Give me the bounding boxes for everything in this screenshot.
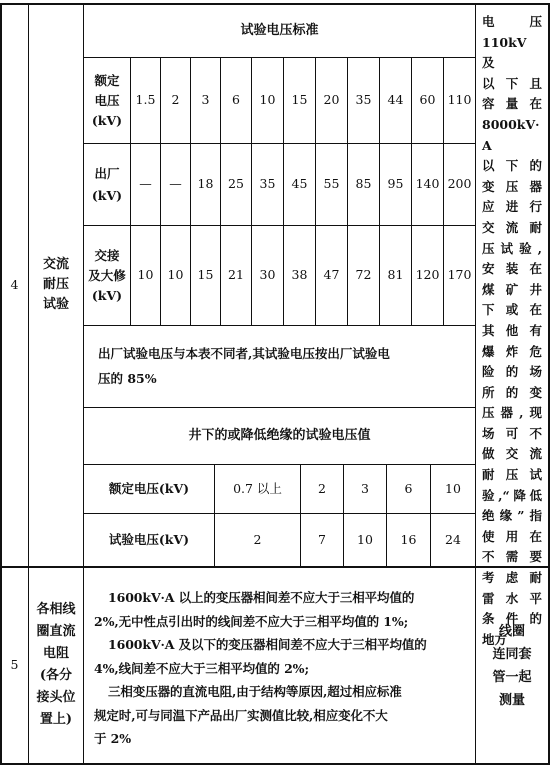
t2-cell: 10 — [357, 531, 373, 547]
factory-voltage-note: 出厂试验电压与本表不同者,其试验电压按出厂试验电 压的 85% — [98, 346, 390, 386]
t2-cell: 0.7 以上 — [233, 480, 282, 496]
t2-label-rated-voltage: 额定电压(kV) — [108, 480, 190, 496]
t1-cell: 95 — [387, 176, 404, 192]
mine-voltage-title: 井下的或降低绝缘的试验电压值 — [188, 428, 371, 444]
t1-cell: 15 — [197, 267, 214, 283]
t1-cell: 10 — [259, 92, 276, 108]
t1-cell: 2 — [171, 92, 180, 108]
t2-cell: 6 — [404, 480, 413, 496]
t1-cell: 140 — [415, 176, 440, 192]
t1-cell: 60 — [419, 92, 436, 108]
t1-cell: 85 — [355, 176, 372, 192]
row4-remark: 电压 110kV 及 以下且 容量在 8000kV·A 以下的 变压器 应进行 交流耐 压试验, 安装在 煤矿井 下或在 其他有 爆炸危 险的场 所的变 压器,现 场可不 做交流 耐压试 验,“降低 绝缘”指 使用在 不需要 考虑耐 雷水平 条件的 地方 — [482, 14, 542, 647]
t1-cell: 35 — [259, 176, 276, 192]
t1-cell: 200 — [447, 176, 472, 192]
t1-label-rated-voltage: 额定 电压 (kV) — [91, 72, 123, 128]
t1-label-factory: 出厂 (kV) — [91, 165, 123, 203]
t1-cell: 25 — [228, 176, 244, 192]
t1-cell: 3 — [201, 92, 210, 108]
t1-cell: 81 — [387, 267, 404, 283]
t1-cell: 10 — [167, 267, 184, 283]
divider-t1-row3 — [83, 325, 476, 326]
t1-cell: 1.5 — [135, 92, 156, 108]
t1-cell: 18 — [197, 176, 214, 192]
t1-cell: 110 — [447, 92, 472, 108]
t1-cell: 30 — [259, 267, 276, 283]
t1-cell: 55 — [323, 176, 340, 192]
t1-label-handover-overhaul: 交接 及大修 (kV) — [88, 247, 126, 303]
t2-cell: 24 — [445, 531, 461, 547]
t1-cell: 38 — [291, 267, 308, 283]
t1-cell: 170 — [447, 267, 472, 283]
t1-cell: 20 — [323, 92, 340, 108]
t1-cell: 6 — [232, 92, 240, 108]
divider-remark-col — [475, 3, 476, 764]
t1-cell: — — [139, 176, 152, 192]
t2-label-test-voltage: 试验电压(kV) — [108, 531, 190, 547]
t2-cell: 10 — [445, 480, 461, 496]
t1-cell: 120 — [415, 267, 440, 283]
t2-cell: 7 — [318, 531, 326, 547]
t2-cell: 16 — [400, 531, 417, 547]
t1-cell: 21 — [228, 267, 244, 283]
t1-cell: 47 — [323, 267, 340, 283]
dc-resistance-requirements: 1600kV·A 以上的变压器相间差不应大于三相平均值的 2%,无中性点引出时的线间差不应大于三相平均值的 1%; 1600kV·A 及以下的变压器相间差不应大于三相平均值的 4%,线间差不应大于三相平均值的 2%; 三相变压器的直流电阻,由于结构等原因,超过相应标准 规定时,可与同温下产品出厂实测值比较,相应变化不大 于 2% — [94, 590, 427, 746]
t1-cell: 10 — [137, 267, 154, 283]
row5-number: 5 — [10, 656, 19, 672]
t1-cell: 72 — [355, 267, 372, 283]
t1-cell: 45 — [291, 176, 308, 192]
t1-cell: — — [169, 176, 182, 192]
t2-cell: 2 — [318, 480, 326, 496]
row5-remark: 线圈 连同套 管一起 测量 — [492, 624, 532, 708]
test-voltage-standard-title: 试验电压标准 — [240, 22, 319, 38]
t2-cell: 3 — [361, 480, 369, 496]
t1-cell: 15 — [291, 92, 308, 108]
row5-item-name: 各相线 圈直流 电阻 (各分 接头位 置上) — [36, 602, 76, 727]
table-right-border — [548, 3, 550, 764]
row4-item-name: 交流 耐压 试验 — [42, 257, 69, 312]
t1-cell: 35 — [355, 92, 372, 108]
t2-cell: 2 — [253, 531, 262, 547]
row4-number: 4 — [10, 276, 19, 292]
t1-cell: 44 — [387, 92, 404, 108]
